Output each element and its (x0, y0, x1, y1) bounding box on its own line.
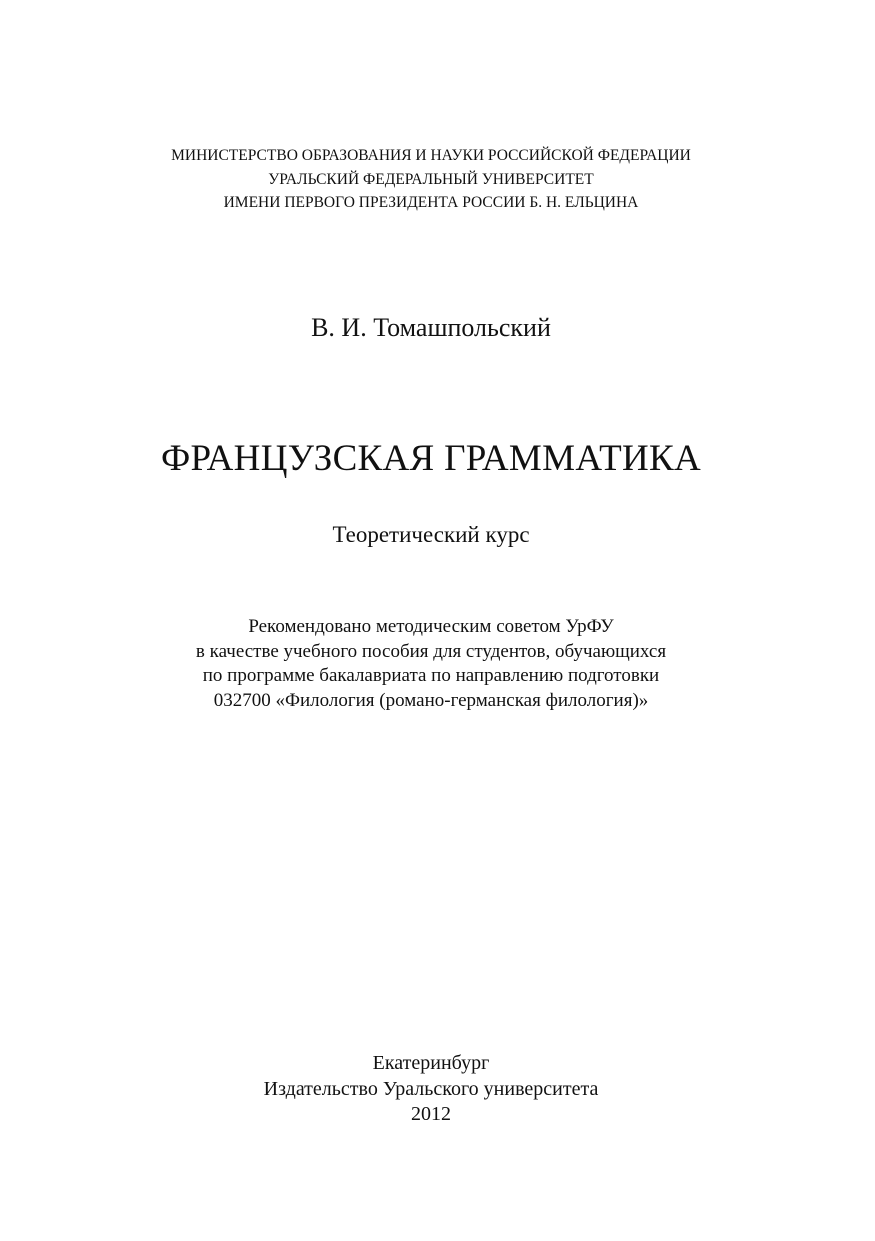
book-title: ФРАНЦУЗСКАЯ ГРАММАТИКА (160, 438, 702, 479)
university-name: УРАЛЬСКИЙ ФЕДЕРАЛЬНЫЙ УНИВЕРСИТЕТ (268, 170, 594, 188)
recommendation-line-3: по программе бакалавриата по направлению подготовки (202, 665, 660, 686)
recommendation-line-2: в качестве учебного пособия для студентов, обучающихся (195, 640, 667, 662)
imprint (0, 1051, 862, 1128)
ministry-name: МИНИСТЕРСТВО ОБРАЗОВАНИЯ И НАУКИ РОССИЙСКОЙ ФЕДЕРАЦИИ (171, 147, 691, 164)
recommendation-note (0, 615, 862, 713)
imprint-publisher: Издательство Уральского университета (263, 1077, 599, 1100)
recommendation-line-4: 032700 «Филология (романо-германская филология)» (213, 689, 649, 711)
book-subtitle: Теоретический курс (332, 522, 530, 547)
institution-header (0, 144, 862, 215)
university-dedication: ИМЕНИ ПЕРВОГО ПРЕЗИДЕНТА РОССИИ Б. Н. ЕЛЬЦИНА (223, 194, 639, 211)
recommendation-line-1: Рекомендовано методическим советом УрФУ (248, 616, 614, 637)
imprint-city: Екатеринбург (372, 1052, 490, 1074)
imprint-year: 2012 (411, 1103, 451, 1125)
author-name: В. И. Томашпольский (311, 313, 551, 342)
